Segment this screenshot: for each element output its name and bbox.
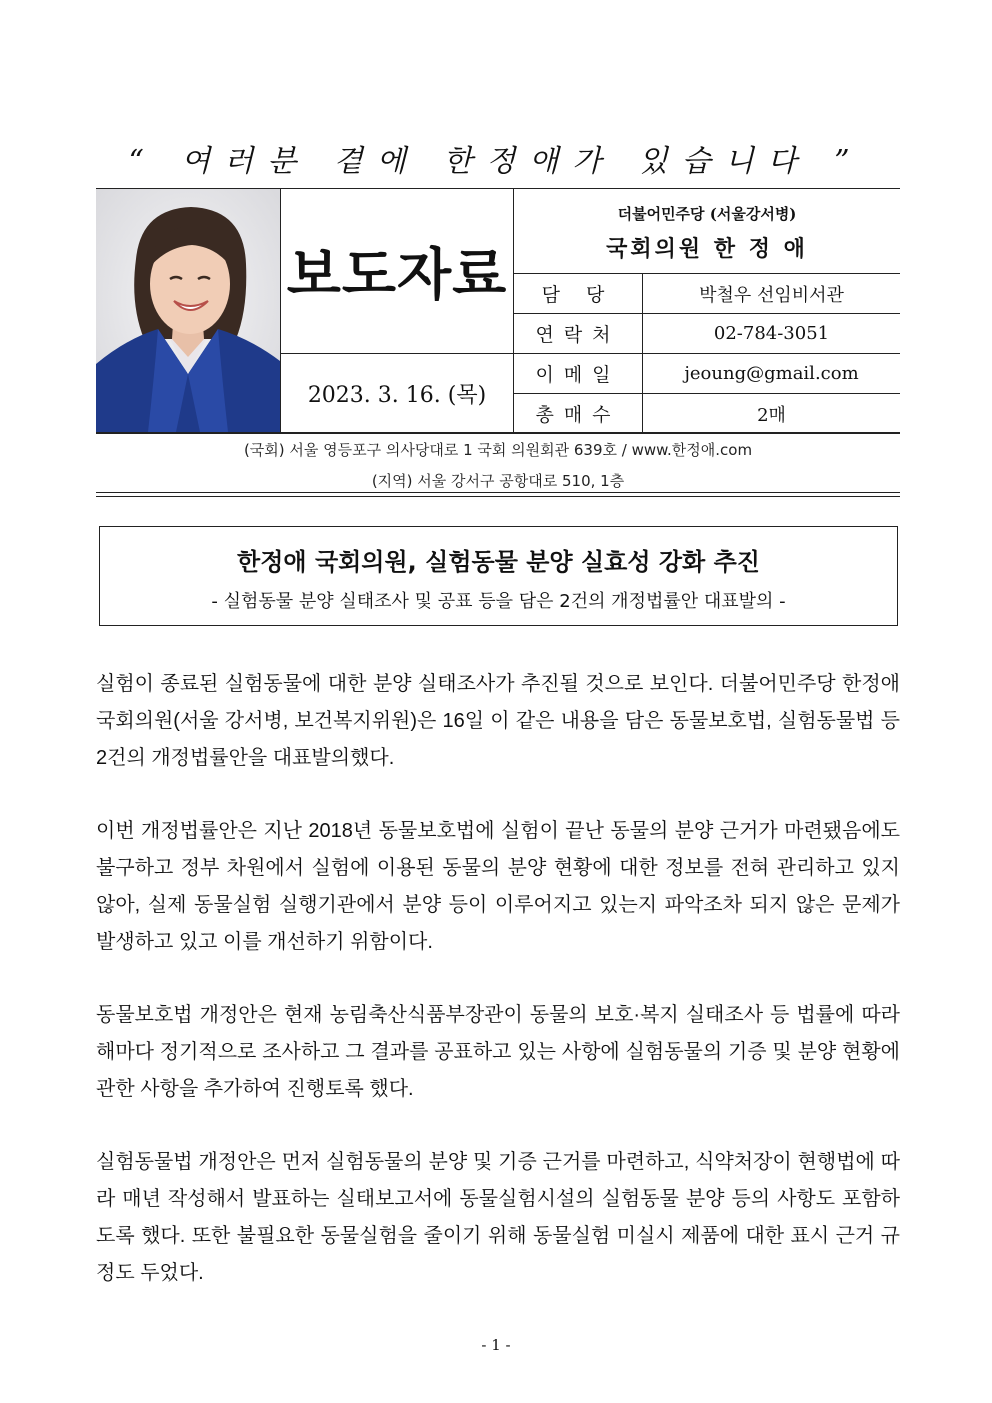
- contact-label: 담 당: [514, 274, 643, 313]
- header-bottom-rule: [96, 432, 900, 434]
- contact-row-phone: [514, 314, 900, 354]
- contact-label: 총매수: [514, 394, 643, 433]
- subheadline: - 실험동물 분양 실태조사 및 공표 등을 담은 2건의 개정법률안 대표발의 -: [211, 591, 786, 612]
- contact-row-manager: [514, 274, 900, 314]
- headline: 한정애 국회의원, 실험동물 분양 실효성 강화 추진: [237, 548, 760, 576]
- contact-value: 박철우 선임비서관: [699, 284, 844, 306]
- member-name: 국회의원 한 정 애: [606, 236, 808, 262]
- body-paragraph: 실험이 종료된 실험동물에 대한 분양 실태조사가 추진될 것으로 보인다. 더불어민주당 한정애 국회의원(서울 강서병, 보건복지위원)은 16일 이 같은 내용을 담은 동물보호법, 실험동물법 등 2건의 개정법률안을 대표발의했다.: [96, 673, 900, 769]
- contact-value: 2매: [757, 404, 786, 426]
- address-local-office: (지역) 서울 강서구 공항대로 510, 1층: [371, 472, 625, 490]
- contact-row-pages: [514, 394, 900, 433]
- body-paragraph: 동물보호법 개정안은 현재 농림축산식품부장관이 동물의 보호·복지 실태조사 등 법률에 따라 해마다 정기적으로 조사하고 그 결과를 공표하고 있는 사항에 실험동물의 기증 및 분양 현황에 관한 사항을 추가하여 진행토록 했다.: [96, 1004, 900, 1100]
- address-national-assembly: (국회) 서울 영등포구 의사당대로 1 국회 의원회관 639호 / www.한정애.com: [243, 441, 753, 459]
- contact-row-email: [514, 354, 900, 394]
- headline-box: [99, 526, 898, 626]
- double-rule-bottom: [96, 496, 900, 497]
- body-paragraph: 이번 개정법률안은 지난 2018년 동물보호법에 실험이 끝난 동물의 분양 근거가 마련됐음에도 불구하고 정부 차원에서 실험에 이용된 동물의 분양 현황에 대한 정보를 전혀 관리하고 있지 않아, 실제 동물실험 실행기관에서 분양 등이 이루어지고 있는지 파악조차 되지 않은 문제가 발생하고 있고 이를 개선하기 위함이다.: [96, 820, 900, 953]
- slogan: “ 여러분 곁에 한정애가 있습니다 ”: [128, 144, 864, 179]
- double-rule-top: [96, 492, 900, 493]
- contact-value: jeoung@gmail.com: [684, 363, 859, 384]
- portrait-photo: [96, 189, 281, 432]
- press-header: [96, 189, 900, 432]
- release-date: 2023. 3. 16. (목): [307, 382, 487, 408]
- organization-cell: [514, 189, 900, 274]
- press-release-title-cell: [281, 189, 514, 354]
- party-name: 더불어민주당 (서울강서병): [617, 205, 797, 223]
- body-paragraph: 실험동물법 개정안은 먼저 실험동물의 분양 및 기증 근거를 마련하고, 식약처장이 현행법에 따라 매년 작성해서 발표하는 실태보고서에 동물실험시설의 실험동물 분양 등의 사항도 포함하도록 했다. 또한 불필요한 동물실험을 줄이기 위해 동물실험 미실시 제품에 대한 표시 근거 규정도 두었다.: [96, 1151, 900, 1284]
- contact-value: 02-784-3051: [713, 323, 830, 344]
- release-date-cell: [281, 354, 514, 432]
- contact-label: 이메일: [514, 354, 643, 393]
- page-number: - 1 -: [481, 1336, 511, 1354]
- contact-label: 연락처: [514, 314, 643, 353]
- press-release-title: 보도자료: [286, 243, 508, 308]
